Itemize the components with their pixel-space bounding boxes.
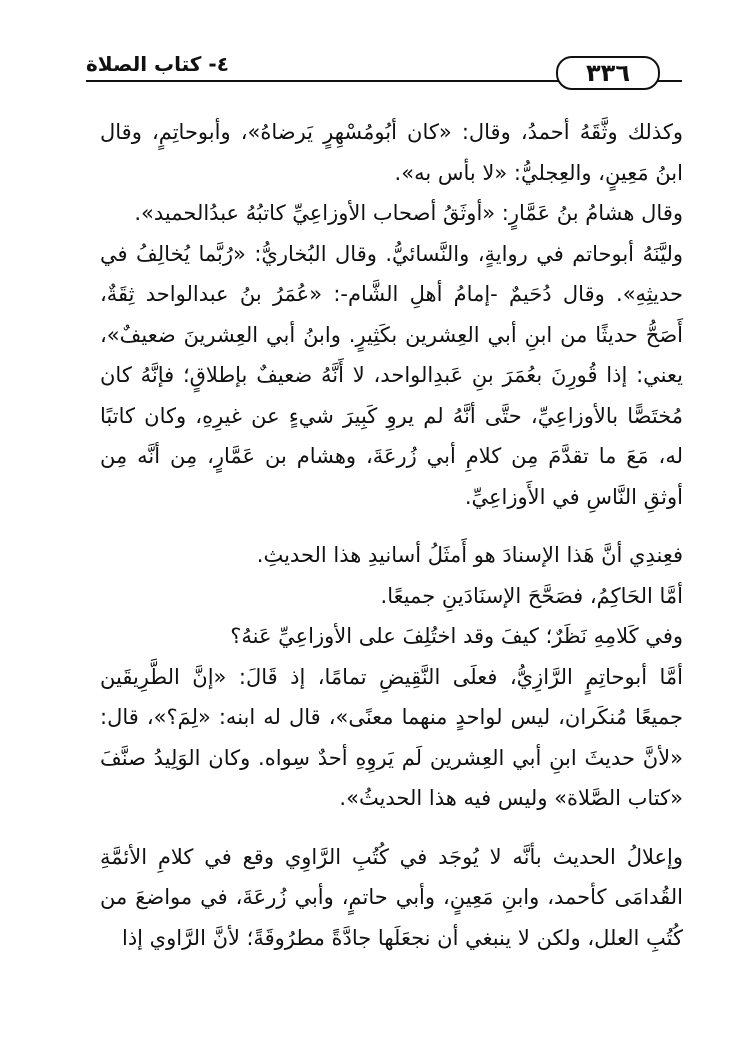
paragraph: فعِندِي أنَّ هَذا الإسنادَ هو أَمثَلُ أسانيدِ هذا الحديثِ.	[256, 543, 683, 567]
chapter-title: ٤- كتاب الصلاة	[86, 52, 237, 76]
page-body	[100, 112, 683, 958]
paragraph: وإعلالُ الحديث بأنَّه لا يُوجَد في كُتُبِ الرَّاوِي وقع في كلامِ الأئمَّةِ القُدامَى كأحمد، وابنِ مَعِينٍ، وأبي حاتمٍ، وأبي زُرعَةَ، في مواضعَ من كُتُبِ العلل، ولكن لا ينبغي أن نجعَلَها جادَّةً مطرُوقَةً؛ لأنَّ الرَّاوي إذا	[100, 844, 683, 950]
paragraph: وليَّنَهُ أبوحاتم في روايةٍ، والنَّسائيُّ. وقال البُخاريُّ: «رُبَّما يُخالِفُ في حديثِهِ». وقال دُحَيمٌ -إمامُ أهلِ الشَّام-: «عُمَرُ بنُ عبدالواحد ثِقَةٌ، أَصَحُّ حديثًا من ابنِ أبي العِشرين بكَثِيرٍ. وابنُ أبي العِشرينَ ضعيفٌ»، يعني: إذا قُورِنَ بعُمَرَ بنِ عَبدِالواحد، لا أَنَّهُ ضعيفٌ بإطلاقٍ؛ فإنَّهُ كان مُختَصًّا بالأوزاعِيِّ، حتَّى أنَّهُ لم يروِ كَبِيرَ شيءٍ عن غيرِهِ، وكان كاتبًا له، مَعَ ما تقدَّمَ مِن كلامِ أبي زُرعَةَ، وهشام بن عَمَّارٍ، مِن أنَّه مِن أوثقِ النَّاسِ في الأَوزاعِيِّ.	[100, 241, 683, 509]
page-header	[86, 52, 682, 90]
spacer	[100, 819, 683, 837]
page-number: ٣٣٦	[556, 56, 660, 90]
paragraph: وقال هشامُ بنُ عَمَّارٍ: «أوثَقُ أصحاب الأوزاعِيِّ كاتبُهُ عبدُالحميد».	[134, 201, 683, 225]
paragraph: وفي كَلامِهِ نَظَرٌ؛ كيفَ وقد اختُلِفَ على الأوزاعِيِّ عَنهُ؟	[230, 624, 683, 648]
paragraph: أمَّا الحَاكِمُ، فصَحَّحَ الإسنَادَينِ جميعًا.	[380, 583, 683, 608]
paragraph: أمَّا أبوحاتِمٍ الرَّازِيُّ، فعلَى النَّقِيضِ تمامًا، إذ قَالَ: «إنَّ الطَّرِيقَين جميعًا مُنكَران، ليس لواحدٍ منهما معنًى»، قال له ابنه: «لِمَ؟»، قال: «لأنَّ حديثَ ابنِ أبي العِشرين لَم يَروِهِ أحدٌ سِواه. وكان الوَلِيدُ صنَّفَ «كتاب الصَّلاة» وليس فيه هذا الحديثُ».	[100, 664, 683, 810]
paragraph: وكذلك وثَّقَهُ أحمدُ، وقال: «كان أبُومُسْهِرٍ يَرضاهُ»، وأبوحاتِمٍ، وقال ابنُ مَعِينٍ، والعِجليُّ: «لا بأس به».	[100, 120, 683, 185]
spacer	[100, 517, 683, 535]
